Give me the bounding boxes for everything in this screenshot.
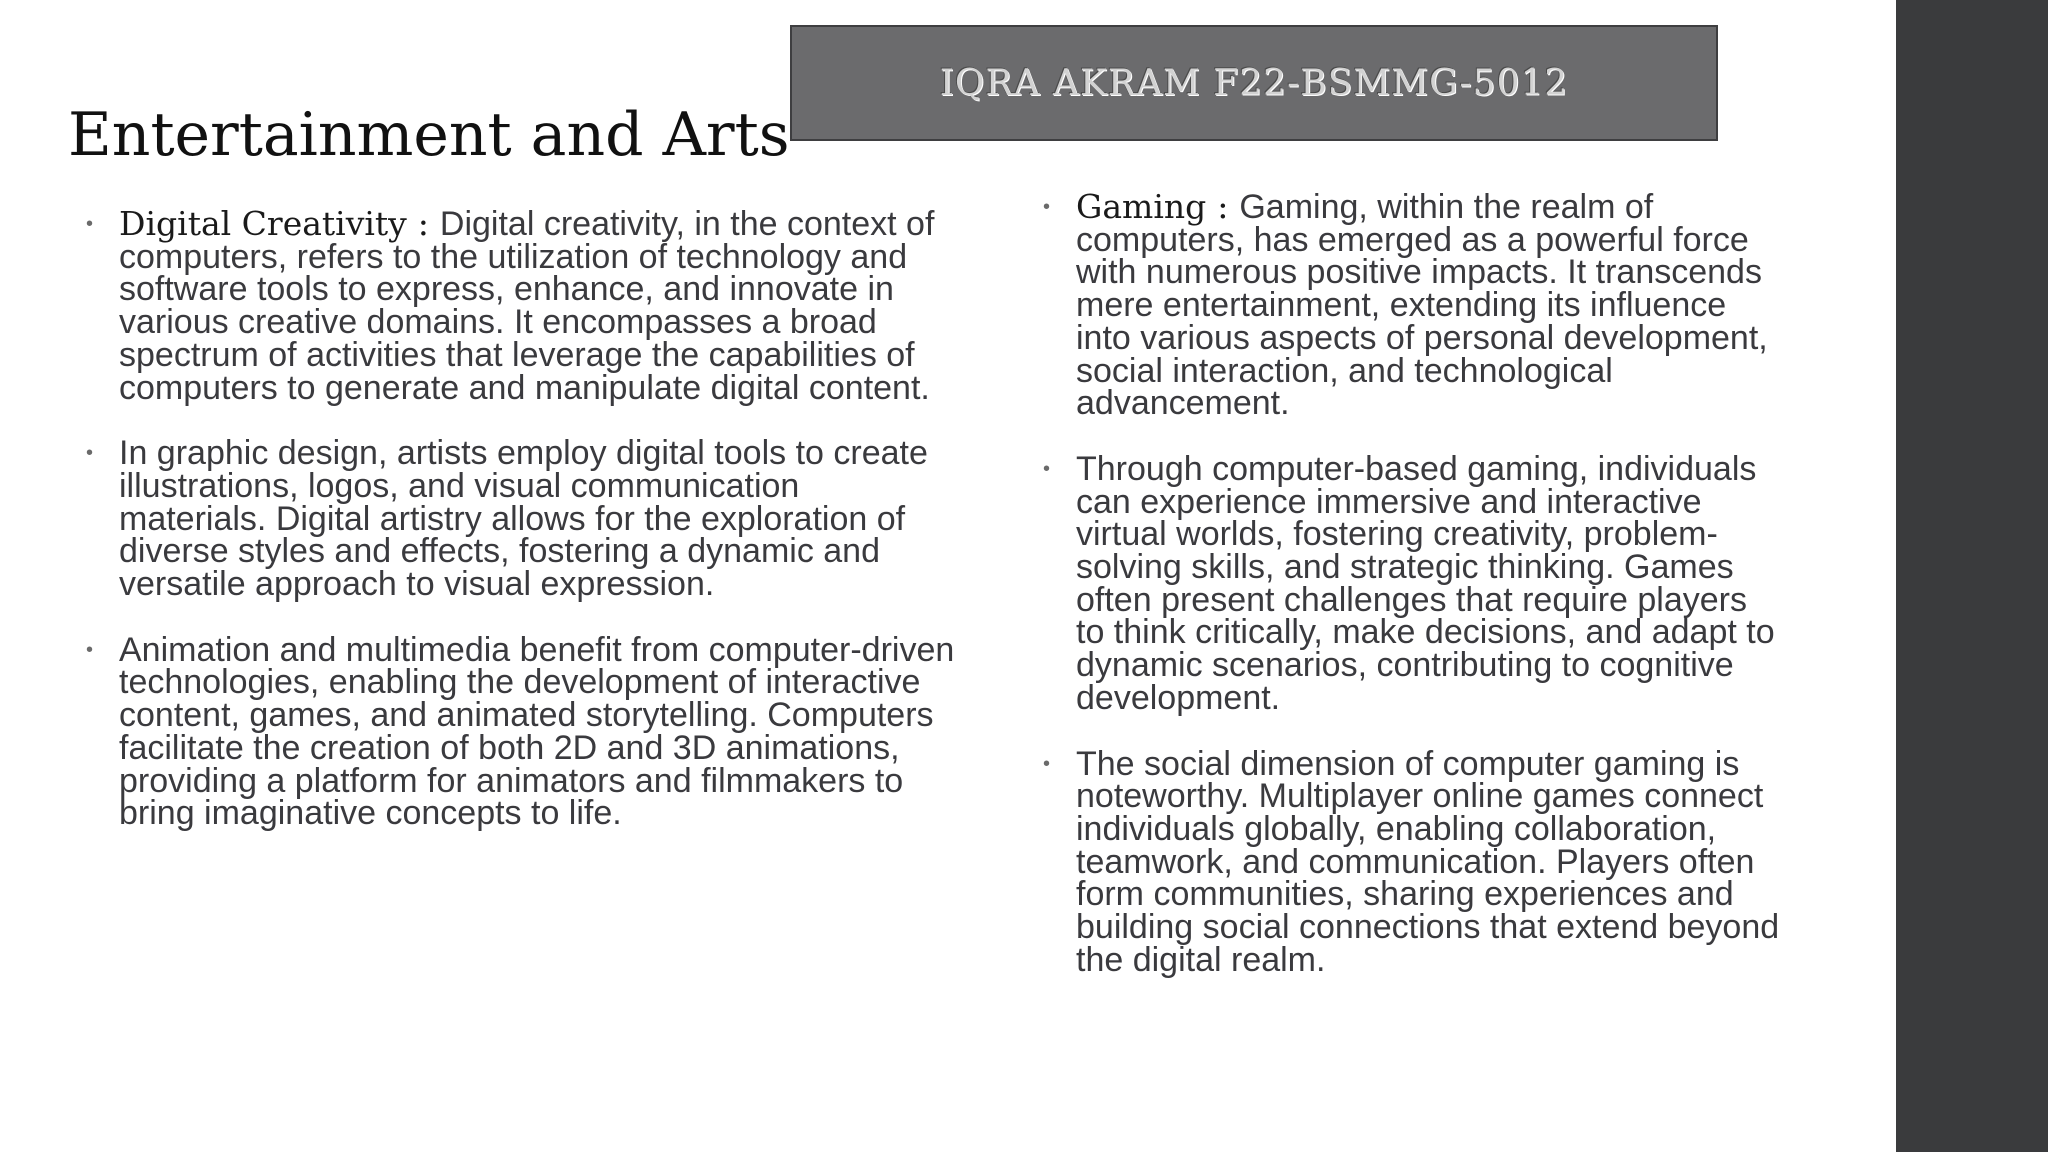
list-item bbox=[1043, 449, 1783, 717]
bullet-heading: Gaming bbox=[1076, 187, 1207, 226]
bullet-icon: • bbox=[1043, 196, 1051, 218]
bullet-icon: • bbox=[86, 213, 94, 235]
list-item bbox=[86, 434, 956, 604]
bullet-text: The social dimension of computer gaming is noteworthy. Multiplayer online games connect individuals globally, enabling collaboration, teamwork, and communication. Players often form communities, sharing experiences and building social connections that extend beyond the digital realm. bbox=[1076, 744, 1780, 979]
left-column bbox=[86, 204, 956, 863]
decorative-side-bar bbox=[1896, 0, 2048, 1152]
bullet-text: In graphic design, artists employ digital tools to create illustrations, logos, and visual communication materials. Digital artistry allows for the exploration of diverse styles and effects, fostering a dynamic and versatile approach to visual expression. bbox=[119, 434, 928, 604]
bullet-text: Animation and multimedia benefit from computer-driven technologies, enabling the development of interactive content, games, and animated storytelling. Computers facilitate the creation of both 2D and 3D animations, providing a platform for animators and filmmakers to bring imaginative concepts to life. bbox=[119, 630, 955, 833]
bullet-text: Digital creativity, in the context of computers, refers to the utilization of technology and software tools to express, enhance, and innovate in various creative domains. It encompasses a broad spectrum of activities that leverage the capabilities of computers to generate and manipulate digital content. bbox=[119, 205, 935, 407]
bullet-text: Through computer-based gaming, individuals can experience immersive and interactive virtual worlds, fostering creativity, problem-solving skills, and strategic thinking. Games often present challenges that require players to think critically, make decisions, and adapt to dynamic scenarios, contributing to cognitive development. bbox=[1076, 449, 1775, 717]
heading-separator: : bbox=[406, 204, 440, 244]
list-item bbox=[86, 630, 956, 833]
bullet-heading: Digital Creativity bbox=[119, 204, 407, 243]
list-item bbox=[86, 204, 956, 407]
name-box bbox=[790, 25, 1718, 141]
heading-separator: : bbox=[1206, 187, 1240, 227]
author-name: IQRA AKRAM F22-BSMMG-5012 bbox=[939, 62, 1569, 104]
slide-title: Entertainment and Arts bbox=[68, 100, 790, 170]
list-item bbox=[1043, 187, 1783, 423]
bullet-text: Gaming, within the realm of computers, has emerged as a powerful force with numerous positive impacts. It transcends mere entertainment, extending its influence into various aspects of personal development, social interaction, and technological advancement. bbox=[1076, 188, 1768, 423]
list-item bbox=[1043, 744, 1783, 979]
right-column bbox=[1043, 187, 1783, 1009]
bullet-icon: • bbox=[86, 442, 94, 465]
bullet-icon: • bbox=[86, 638, 94, 661]
bullet-icon: • bbox=[1043, 752, 1051, 775]
bullet-icon: • bbox=[1043, 457, 1051, 480]
